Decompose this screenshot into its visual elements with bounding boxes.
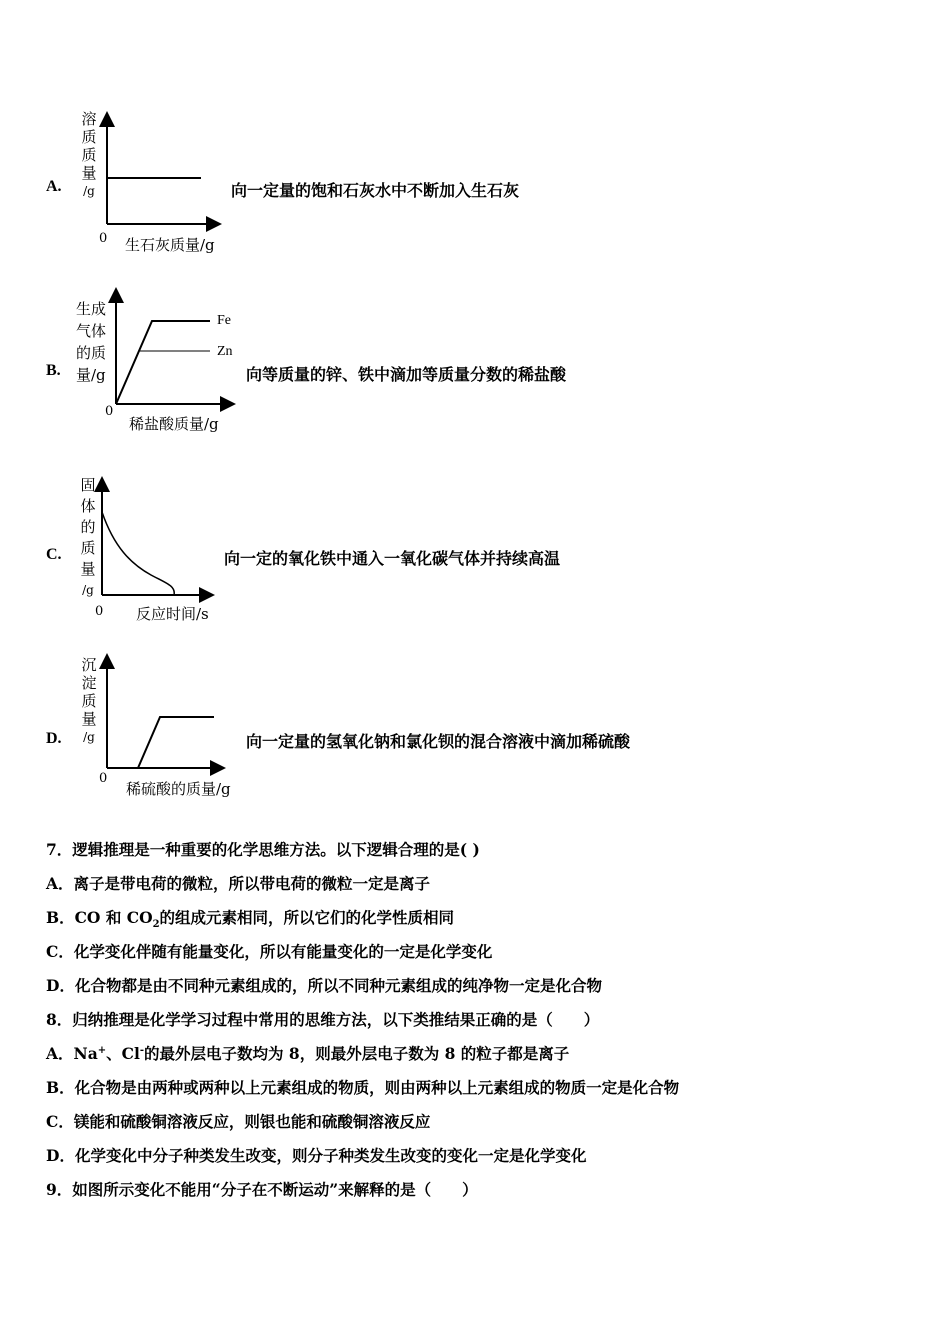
question-7-option-d: D．化合物都是由不同种元素组成的，所以不同种元素组成的纯净物一定是化合物 [46,976,602,995]
question-8-option-b: B．化合物是由两种或两种以上元素组成的物质，则由两种以上元素组成的物质一定是化合物 [46,1078,680,1097]
y-axis-label: 溶 质 质 量 /g [81,110,97,198]
curve-d [138,717,214,768]
option-letter: B. [46,362,61,379]
x-axis-label: 生石灰质量/g [125,236,215,254]
curve-c [102,512,174,595]
origin-label: 0 [95,604,104,619]
y-axis-label: 固 体 的 质 量 /g [80,476,96,597]
question-7-option-b: B．CO 和 $CO_2$的组成元素相同，所以它们的化学性质相同 [46,908,455,931]
x-axis-label: 反应时间/s [136,605,209,623]
question-7-option-a: A．离子是带电荷的微粒，所以带电荷的微粒一定是离子 [46,874,431,893]
question-8-stem: 8．归纳推理是化学学习过程中常用的思维方法，以下类推结果正确的是（ ） [46,1010,600,1029]
option-letter: A. [46,178,62,195]
option-description: 向一定的氧化铁中通入一氧化碳气体并持续高温 [224,549,561,568]
x-axis-label: 稀硫酸的质量/g [126,780,231,798]
origin-label: 0 [99,231,108,246]
question-8-option-d: D．化学变化中分子种类发生改变，则分子种类发生改变的变化一定是化学变化 [46,1146,587,1165]
option-letter: D. [46,730,62,747]
y-axis-label: 生成 气体 的质 量/g [76,300,107,384]
option-letter: C. [46,546,62,563]
graph-d [90,650,240,780]
y-axis-label: 沉 淀 质 量 /g [81,656,97,744]
curve-fe [116,321,210,404]
x-axis-label: 稀盐酸质量/g [129,415,219,433]
graph-c [86,472,226,602]
origin-label: 0 [99,771,108,786]
option-description: 向一定量的氢氧化钠和氯化钡的混合溶液中滴加稀硫酸 [246,732,631,751]
option-description: 向一定量的饱和石灰水中不断加入生石灰 [231,181,520,200]
question-8-option-c: C．镁能和硫酸铜溶液反应，则银也能和硫酸铜溶液反应 [46,1112,431,1131]
series-label-fe: Fe [217,313,231,328]
option-description: 向等质量的锌、铁中滴加等质量分数的稀盐酸 [246,365,567,384]
question-8-option-a: A．Na+、Cl-的最外层电子数均为 8，则最外层电子数为 8 的粒子都是离子 [46,1044,570,1063]
origin-label: 0 [105,404,114,419]
series-label-zn: Zn [217,344,233,359]
question-7-option-c: C．化学变化伴随有能量变化，所以有能量变化的一定是化学变化 [46,942,493,961]
question-7-stem: 7．逻辑推理是一种重要的化学思维方法。以下逻辑合理的是( ) [46,840,480,859]
question-9-stem: 9．如图所示变化不能用“分子在不断运动”来解释的是（ ） [46,1180,478,1199]
